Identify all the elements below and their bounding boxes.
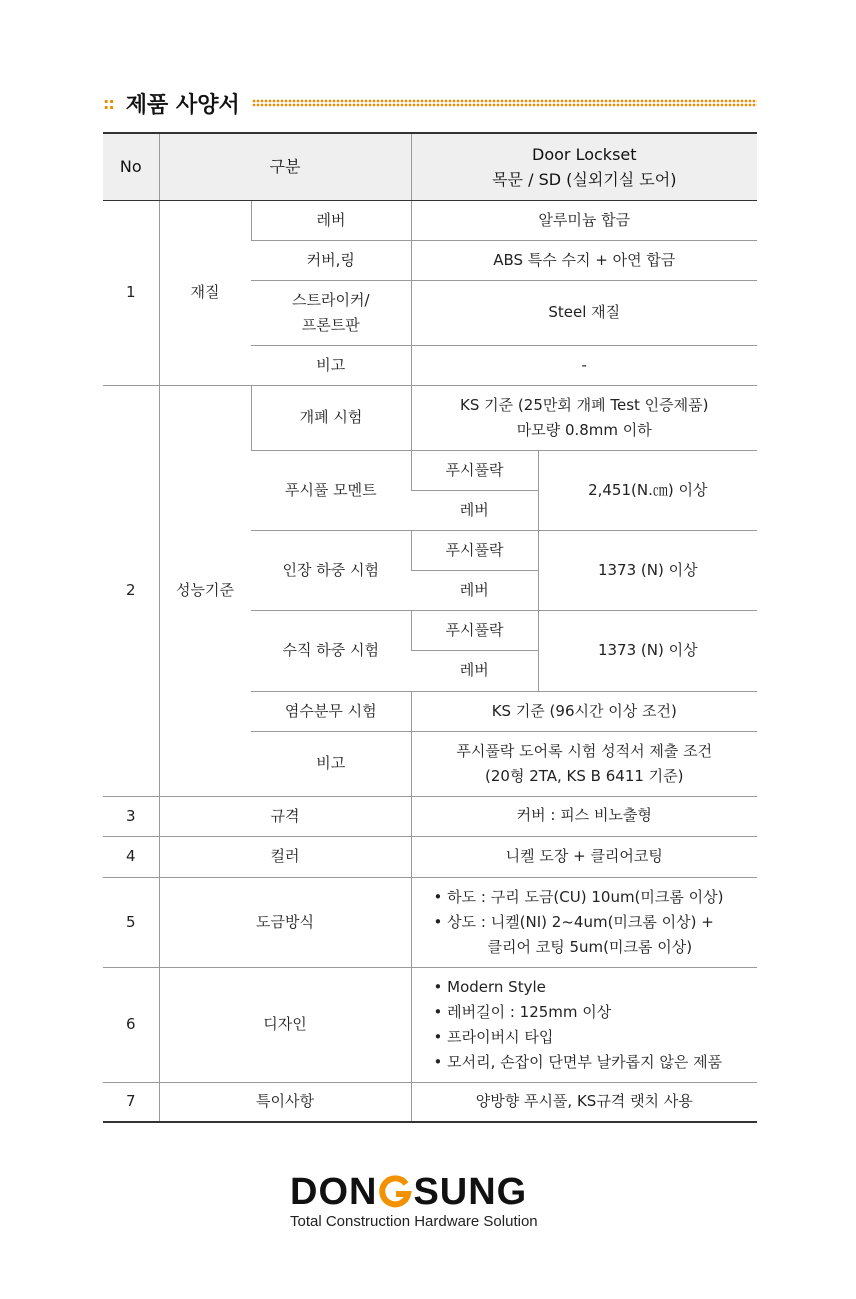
row2-vertical-sub2: 레버 [411,650,538,691]
row6-value [411,967,757,1082]
row2-open-value-line1: KS 기준 (25만회 개폐 Test 인증제품) [460,395,709,414]
row2-open-value-line2: 마모량 0.8mm 이하 [516,420,652,439]
row2-note-value-line2: (20형 2TA, KS B 6411 기준) [485,766,684,785]
row2-moment-label: 푸시풀 모멘트 [251,450,411,530]
row2-moment-value: 2,451(N.㎝) 이상 [538,450,757,530]
row1-lever-label: 레버 [251,200,411,240]
row6-no: 6 [103,967,159,1082]
row1-no: 1 [103,200,159,385]
row2-salt-value: KS 기준 (96시간 이상 조건) [411,691,757,731]
row2-vertical-label: 수직 하중 시험 [251,610,411,691]
title-dotted-rule [252,99,757,107]
page-title: 제품 사양서 [125,92,240,118]
row1-category: 재질 [159,200,251,385]
header-product [411,133,757,200]
row5-line3: 클리어 코팅 5um(미크롬 이상) [487,937,693,956]
title-bullet-icon: :: [103,93,114,113]
table-row [103,385,757,450]
table-row [103,877,757,967]
row2-vertical-value: 1373 (N) 이상 [538,610,757,691]
row1-cover-label: 커버,링 [251,240,411,280]
row1-striker-label [251,280,411,345]
row5-line1: • 하도 : 구리 도금(CU) 10um(미크롬 이상) [433,887,724,906]
row2-salt-label: 염수분무 시험 [251,691,411,731]
row6-line4: • 모서리, 손잡이 단면부 날카롭지 않은 제품 [433,1052,723,1071]
row5-value [411,877,757,967]
header-product-line1: Door Lockset [532,144,637,164]
row3-value: 커버 : 피스 비노출형 [411,796,757,836]
header-category: 구분 [159,133,411,200]
row5-no: 5 [103,877,159,967]
row2-note-label: 비고 [251,731,411,796]
row1-striker-label-line2: 프론트판 [301,315,360,334]
logo-word-right: SUNG [413,1171,528,1213]
header-no: No [103,133,159,200]
row2-moment-sub1: 푸시풀락 [411,450,538,490]
row7-value: 양방향 푸시풀, KS규격 랫치 사용 [411,1082,757,1122]
row4-category: 컬러 [159,836,411,877]
row2-open-label: 개폐 시험 [251,385,411,450]
row2-vertical-sub1: 푸시풀락 [411,610,538,650]
row1-note-label: 비고 [251,345,411,385]
row5-category: 도금방식 [159,877,411,967]
table-row [103,1082,757,1122]
row2-note-value [411,731,757,796]
row2-tensile-value: 1373 (N) 이상 [538,530,757,610]
logo-wordmark [290,1172,566,1212]
row2-no: 2 [103,385,159,796]
row1-striker-value: Steel 재질 [411,280,757,345]
row2-tensile-sub2: 레버 [411,570,538,610]
section-title [103,86,757,120]
row2-tensile-label: 인장 하중 시험 [251,530,411,610]
row2-note-value-line1: 푸시풀락 도어록 시험 성적서 제출 조건 [456,741,713,760]
logo-g-icon [378,1175,412,1209]
row2-tensile-sub1: 푸시풀락 [411,530,538,570]
row7-no: 7 [103,1082,159,1122]
row1-cover-value: ABS 특수 수지 + 아연 합금 [411,240,757,280]
row6-line3: • 프라이버시 타입 [433,1027,554,1046]
logo-tagline: Total Construction Hardware Solution [290,1213,538,1230]
row2-moment-sub2: 레버 [411,490,538,530]
table-header-row [103,133,757,200]
row1-lever-value: 알루미늄 합금 [411,200,757,240]
row2-open-value [411,385,757,450]
spec-table [103,132,757,1123]
table-row [103,967,757,1082]
row3-category: 규격 [159,796,411,836]
row5-line2: • 상도 : 니켈(NI) 2~4um(미크롬 이상) + [433,912,714,931]
table-row [103,836,757,877]
row6-line1: • Modern Style [433,977,546,996]
header-product-line2: 목문 / SD (실외기실 도어) [492,169,677,189]
row1-striker-label-line1: 스트라이커/ [292,290,370,309]
row1-note-value: - [411,345,757,385]
row2-category: 성능기준 [159,385,251,796]
row4-value: 니켈 도장 + 클리어코팅 [411,836,757,877]
table-row [103,796,757,836]
row7-category: 특이사항 [159,1082,411,1122]
row6-category: 디자인 [159,967,411,1082]
logo-word-left: DON [290,1171,378,1213]
row4-no: 4 [103,836,159,877]
table-row [103,200,757,240]
row6-line2: • 레버길이 : 125mm 이상 [433,1002,612,1021]
row3-no: 3 [103,796,159,836]
company-logo [290,1172,566,1234]
